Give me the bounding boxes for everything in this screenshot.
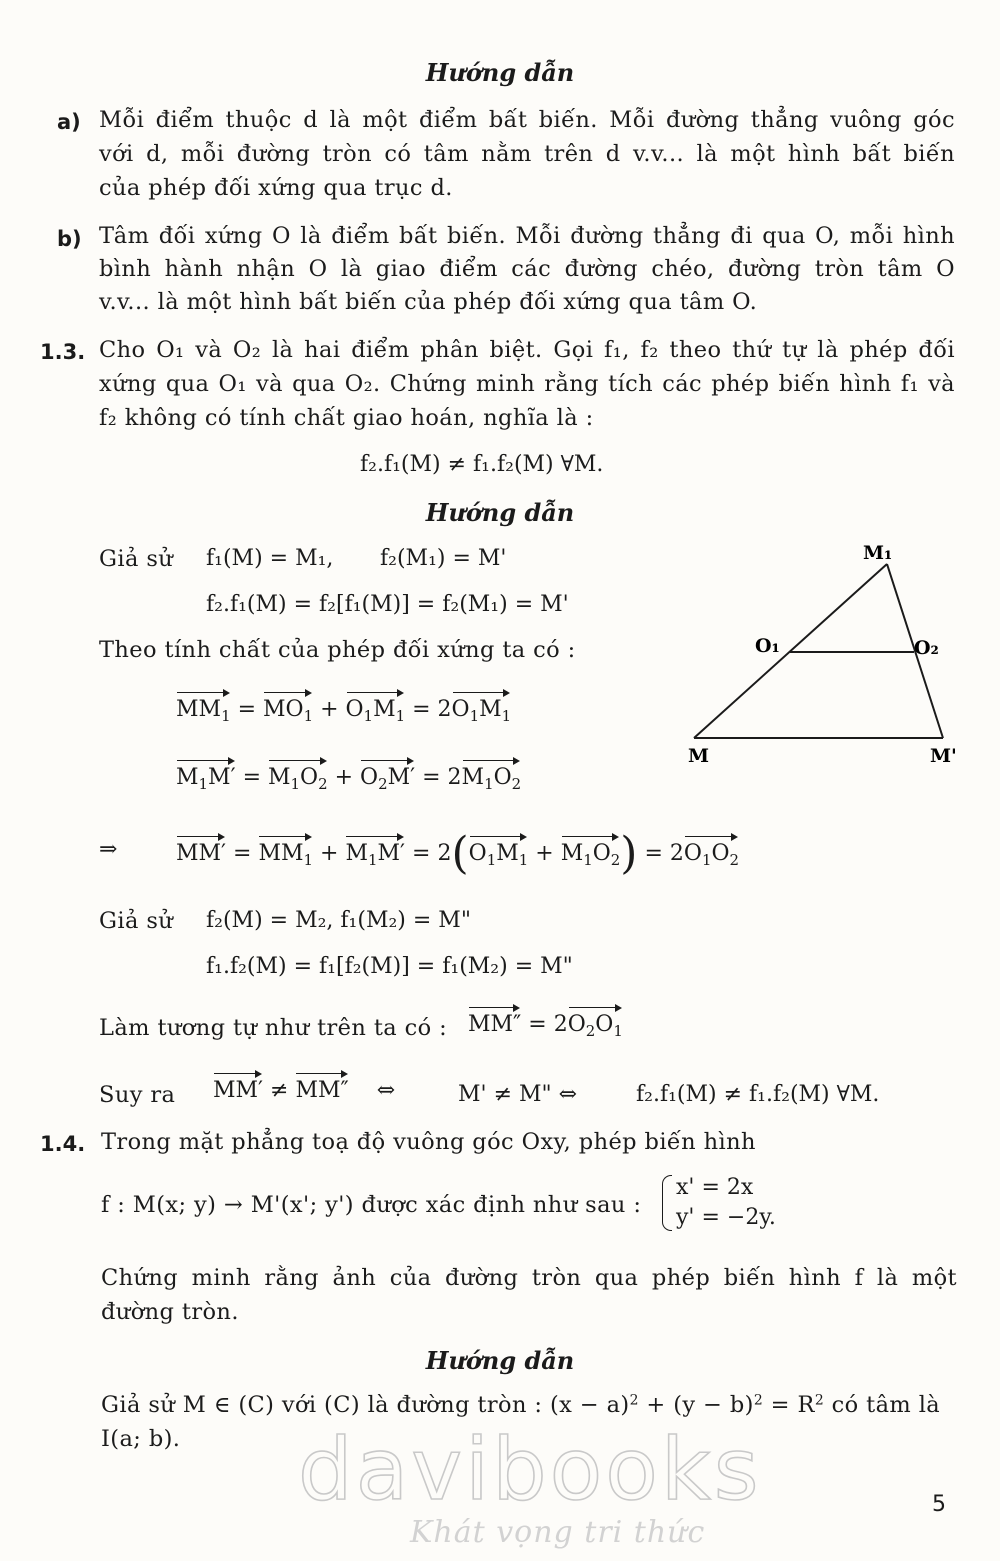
circle-assumption-line2: I(a; b). [101,1426,181,1452]
label-mprime: M' [930,745,957,767]
vector-result: $MM'' = 2O_2O_1$ [468,1007,623,1037]
label-o1: O₁ [755,635,780,657]
composition-f1f2: f₁.f₂(M) = f₁[f₂(M)] = f₁(M₂) = M" [206,954,573,979]
exercise-1-4-line4: đường tròn. [101,1299,239,1325]
item-b-line1: Tâm đối xứng O là điểm bất biến. Mỗi đường thẳng đi qua O, mỗi hình [99,223,955,249]
vector-equation-3: $MM' = MM_1 + M_1M' = 2(O_1M_1 + M_1O_2) = 2O_1O_2$ [176,828,740,879]
exercise-1-3-line2: xứng qua O₁ và qua O₂. Chứng minh rằng tích các phép biến hình f₁ và [99,371,955,397]
exercise-1-4-line3: Chứng minh rằng ảnh của đường tròn qua phép biến hình f là một [101,1265,957,1291]
exercise-number-1-3: 1.3. [40,340,86,364]
section-heading: Hướng dẫn [425,58,575,87]
triangle-diagram [680,536,970,776]
assume-f1: f₁(M) = M₁, [206,546,334,571]
assume-f2: f₂(M₁) = M' [380,546,507,571]
exercise-number-1-4: 1.4. [40,1132,86,1156]
section-heading: Hướng dẫn [425,1346,575,1375]
composition-f2f1: f₂.f₁(M) = f₂[f₁(M)] = f₂(M₁) = M' [206,592,569,617]
vector-equation-2: $M_1M' = M_1O_2 + O_2M' = 2M_1O_2$ [176,760,521,790]
item-a-line2: với d, mỗi đường tròn có tâm nằm trên d v.v... là một hình bất biến [99,141,955,167]
watermark-tagline: Khát vọng tri thức [410,1515,706,1550]
exercise-1-3-line1: Cho O₁ và O₂ là hai điểm phân biệt. Gọi f₁, f₂ theo thứ tự là phép đối [99,337,955,363]
label-m: M [688,745,710,767]
implies-arrow: ⇒ [99,837,118,862]
exercise-1-3-line3: f₂ không có tính chất giao hoán, nghĩa là : [99,405,594,431]
assume-label: Giả sử [99,908,174,934]
exercise-1-4-line1: Trong mặt phẳng toạ độ vuông góc Oxy, phép biến hình [101,1129,756,1155]
label-o2: O₂ [914,637,939,659]
assume-label: Giả sử [99,546,174,572]
watermark-logo: davibooks [298,1420,762,1520]
circle-assumption-line1: Giả sử M ∈ (C) với (C) là đường tròn : $(x - a)^2 + (y - b)^2 = R^2$ có tâm là [101,1392,941,1418]
exercise-1-4-line2: f : M(x; y) → M'(x'; y') được xác định như sau : [101,1192,642,1218]
assume-f2-f1: f₂(M) = M₂, f₁(M₂) = M" [206,908,471,933]
property-sentence: Theo tính chất của phép đối xứng ta có : [99,637,576,663]
item-a-line1: Mỗi điểm thuộc d là một điểm bất biến. Mỗi đường thẳng vuông góc [99,107,955,133]
conclusion-points: M' ≠ M" ⇔ [458,1082,578,1107]
label-m1: M₁ [863,542,893,564]
item-b-line3: v.v... là một hình bất biến của phép đối xứng qua tâm O. [99,289,758,315]
conclusion-label: Suy ra [99,1082,176,1108]
transformation-system: x' = 2x y' = −2y. [662,1173,776,1233]
commutativity-equation: f₂.f₁(M) ≠ f₁.f₂(M) ∀M. [360,452,604,477]
page-number: 5 [932,1492,946,1517]
item-label-b: b) [57,227,82,251]
item-label-a: a) [57,110,81,134]
conclusion-vectors: MM′ ≠ MM″ ⇔ [213,1073,395,1103]
similarly-sentence: Làm tương tự như trên ta có : [99,1015,448,1041]
item-a-line3: của phép đối xứng qua trục d. [99,175,453,201]
section-heading: Hướng dẫn [425,498,575,527]
item-b-line2: bình hành nhận O là giao điểm các đường chéo, đường tròn tâm O [99,256,955,282]
conclusion-final: f₂.f₁(M) ≠ f₁.f₂(M) ∀M. [636,1082,880,1107]
vector-equation-1: $MM_1 = MO_1 + O_1M_1 = 2O_1M_1$ [176,692,511,722]
